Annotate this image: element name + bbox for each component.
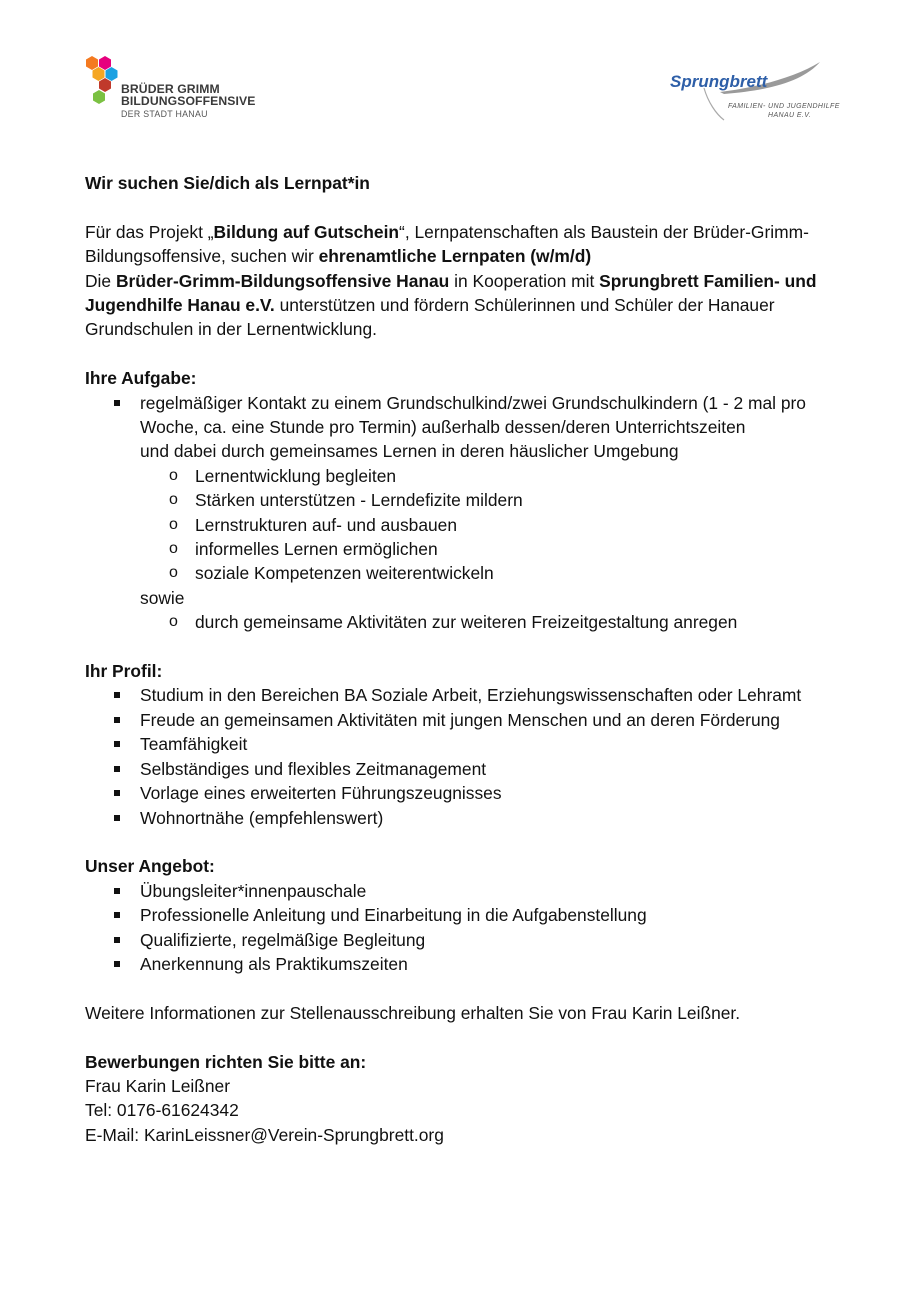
list-item: Professionelle Anleitung und Einarbeitung in die Aufgabenstellung	[85, 903, 830, 927]
list-item: Teamfähigkeit	[85, 732, 830, 756]
contact-phone: Tel: 0176-61624342	[85, 1100, 239, 1121]
profil-heading: Ihr Profil:	[85, 661, 163, 682]
aufgabe-continuation: und dabei durch gemeinsames Lernen in deren häuslicher Umgebung	[140, 441, 679, 462]
intro-text: “, Lernpatenschaften als Baustein der Brüder-Grimm-Bildungsoffensive, suchen wir	[85, 221, 809, 267]
list-item: o Lernentwicklung begleiten	[85, 464, 830, 488]
aufgabe-heading: Ihre Aufgabe:	[85, 368, 197, 389]
sowie-label: sowie	[140, 587, 185, 608]
sprungbrett-brand: Sprungbrett	[670, 72, 768, 91]
list-item: Wohnortnähe (empfehlenswert)	[85, 806, 830, 830]
angebot-list	[85, 879, 830, 977]
hexagon-cluster-icon	[84, 54, 124, 114]
list-item: o Stärken unterstützen - Lerndefizite mildern	[85, 488, 830, 512]
list-item: Studium in den Bereichen BA Soziale Arbeit, Erziehungswissenschaften oder Lehramt	[85, 683, 830, 707]
logo-line-2: BILDUNGSOFFENSIVE	[121, 94, 256, 108]
list-item: o Lernstrukturen auf- und ausbauen	[85, 513, 830, 537]
contact-heading: Bewerbungen richten Sie bitte an:	[85, 1051, 367, 1072]
aufgabe-sub-list	[85, 464, 830, 586]
angebot-heading: Unser Angebot:	[85, 856, 215, 877]
info-paragraph: Weitere Informationen zur Stellenausschreibung erhalten Sie von Frau Karin Leißner.	[85, 1002, 741, 1023]
list-item: Freude an gemeinsamen Aktivitäten mit jungen Menschen und an deren Förderung	[85, 708, 830, 732]
project-name: Bildung auf Gutschein	[213, 221, 400, 242]
list-item: Selbständiges und flexibles Zeitmanagement	[85, 757, 830, 781]
list-item: Qualifizierte, regelmäßige Begleitung	[85, 928, 830, 952]
intro-paragraph-2	[85, 269, 830, 342]
intro-text: Die	[85, 270, 116, 291]
contact-email: E-Mail: KarinLeissner@Verein-Sprungbrett.org	[85, 1124, 444, 1145]
org-name-2: Sprungbrett Familien- und Jugendhilfe Hanau e.V.	[85, 270, 817, 316]
document-body	[85, 171, 830, 1147]
list-item: regelmäßiger Kontakt zu einem Grundschulkind/zwei Grundschulkindern (1 - 2 mal pro Woche, ca. eine Stunde pro Termin) außerhalb dessen/deren Unterrichtszeiten	[85, 391, 830, 440]
list-item: Vorlage eines erweiterten Führungszeugnisses	[85, 781, 830, 805]
sprungbrett-sub2: HANAU E.V.	[768, 112, 812, 119]
list-item: o soziale Kompetenzen weiterentwickeln	[85, 561, 830, 585]
sowie-list	[85, 610, 830, 634]
org-name-1: Brüder-Grimm-Bildungsoffensive Hanau	[115, 270, 450, 291]
list-item: Übungsleiter*innenpauschale	[85, 879, 830, 903]
sprungbrett-logo	[664, 58, 840, 124]
intro-text: in Kooperation mit	[449, 270, 600, 291]
contact-name: Frau Karin Leißner	[85, 1075, 230, 1096]
logo-line-1: BRÜDER GRIMM	[121, 82, 220, 96]
aufgabe-list	[85, 391, 830, 440]
list-item: Anerkennung als Praktikumszeiten	[85, 952, 830, 976]
logo-line-3: DER STADT HANAU	[121, 109, 208, 119]
sprungbrett-sub1: FAMILIEN- UND JUGENDHILFE	[728, 103, 840, 110]
list-item: o durch gemeinsame Aktivitäten zur weiteren Freizeitgestaltung anregen	[85, 610, 830, 634]
intro-paragraph-1	[85, 220, 830, 269]
intro-text: Für das Projekt „	[85, 221, 214, 242]
intro-text: unterstützen und fördern Schülerinnen und Schüler der Hanauer Grundschulen in der Lernentwicklung.	[85, 295, 775, 340]
role-name: ehrenamtliche Lernpaten (w/m/d)	[318, 246, 592, 267]
page-title: Wir suchen Sie/dich als Lernpat*in	[85, 173, 370, 193]
list-item: o informelles Lernen ermöglichen	[85, 537, 830, 561]
bruder-grimm-logo	[84, 54, 254, 124]
profil-list	[85, 683, 830, 829]
